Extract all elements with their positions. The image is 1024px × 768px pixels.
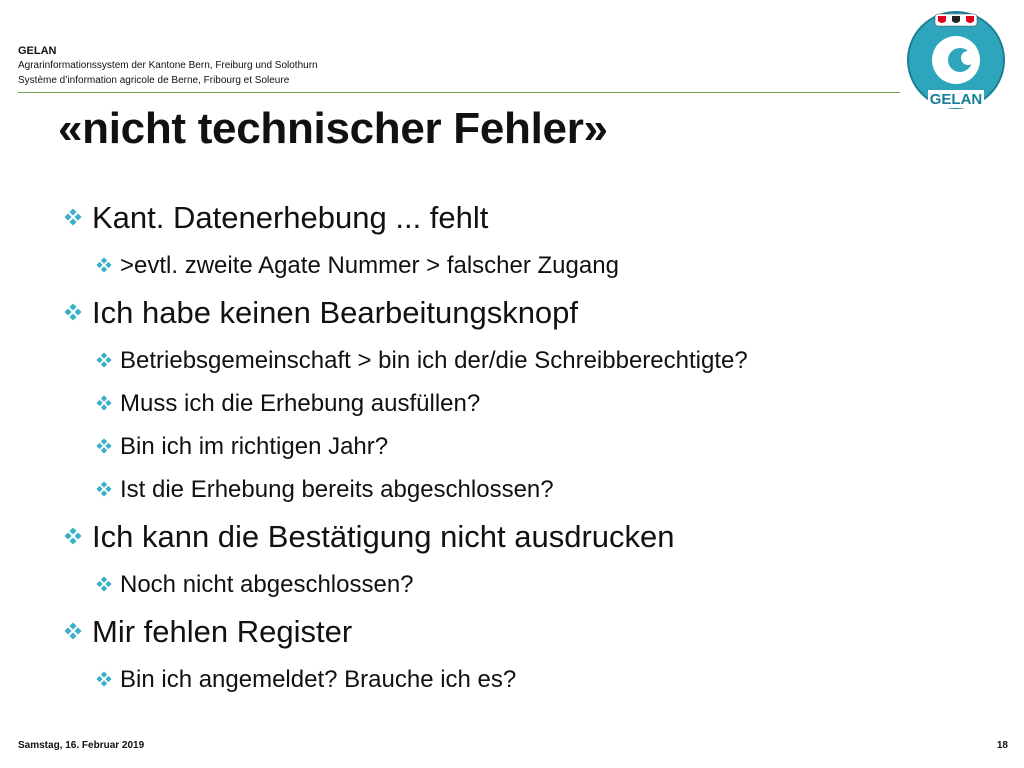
sub-bullet-item bbox=[0, 429, 1024, 472]
header-line-de: Agrarinformationssystem der Kantone Bern, Freiburg und Solothurn bbox=[18, 60, 318, 71]
bullet-item bbox=[0, 291, 1024, 343]
header-divider bbox=[18, 92, 900, 93]
bullet-text: Muss ich die Erhebung ausfüllen? bbox=[120, 390, 481, 417]
bullet-text: Mir fehlen Register bbox=[92, 614, 353, 649]
sub-bullet-item bbox=[0, 472, 1024, 515]
bullet-item bbox=[0, 610, 1024, 662]
diamond-bullet-icon bbox=[64, 527, 82, 545]
bullet-text: Ist die Erhebung bereits abgeschlossen? bbox=[120, 476, 554, 503]
footer-date: Samstag, 16. Februar 2019 bbox=[18, 740, 145, 751]
bullet-item bbox=[0, 515, 1024, 567]
bullet-text: >evtl. zweite Agate Nummer > falscher Zugang bbox=[120, 252, 619, 279]
bullet-text: Noch nicht abgeschlossen? bbox=[120, 571, 414, 598]
slide-header bbox=[18, 44, 318, 88]
sub-bullet-item bbox=[0, 343, 1024, 386]
sub-bullet-item bbox=[0, 567, 1024, 610]
sub-bullet-item bbox=[0, 248, 1024, 291]
header-line-fr: Système d’information agricole de Berne, Fribourg et Soleure bbox=[18, 75, 290, 86]
bullet-text: Ich kann die Bestätigung nicht ausdrucken bbox=[92, 519, 675, 554]
bullet-text: Ich habe keinen Bearbeitungsknopf bbox=[92, 295, 579, 330]
slide-title: «nicht technischer Fehler» bbox=[58, 104, 608, 153]
logo-text: GELAN bbox=[929, 91, 983, 108]
sub-bullet-item bbox=[0, 386, 1024, 429]
diamond-bullet-icon bbox=[96, 257, 112, 273]
bullet-text: Kant. Datenerhebung ... fehlt bbox=[92, 200, 489, 235]
diamond-bullet-icon bbox=[96, 395, 112, 411]
bullet-text: Betriebsgemeinschaft > bin ich der/die Schreibberechtigte? bbox=[120, 347, 748, 374]
bullet-text: Bin ich angemeldet? Brauche ich es? bbox=[120, 666, 517, 693]
diamond-bullet-icon bbox=[96, 438, 112, 454]
diamond-bullet-icon bbox=[96, 352, 112, 368]
diamond-bullet-icon bbox=[96, 481, 112, 497]
diamond-bullet-icon bbox=[96, 671, 112, 687]
diamond-bullet-icon bbox=[64, 303, 82, 321]
diamond-bullet-icon bbox=[96, 576, 112, 592]
diamond-bullet-icon bbox=[64, 208, 82, 226]
diamond-bullet-icon bbox=[64, 622, 82, 640]
bullet-item bbox=[0, 196, 1024, 248]
sub-bullet-item bbox=[0, 662, 1024, 705]
bullet-text: Bin ich im richtigen Jahr? bbox=[120, 433, 389, 460]
header-org: GELAN bbox=[18, 45, 57, 57]
gelan-logo bbox=[900, 8, 1012, 110]
bullet-list bbox=[0, 196, 1024, 705]
page-number: 18 bbox=[996, 740, 1008, 751]
